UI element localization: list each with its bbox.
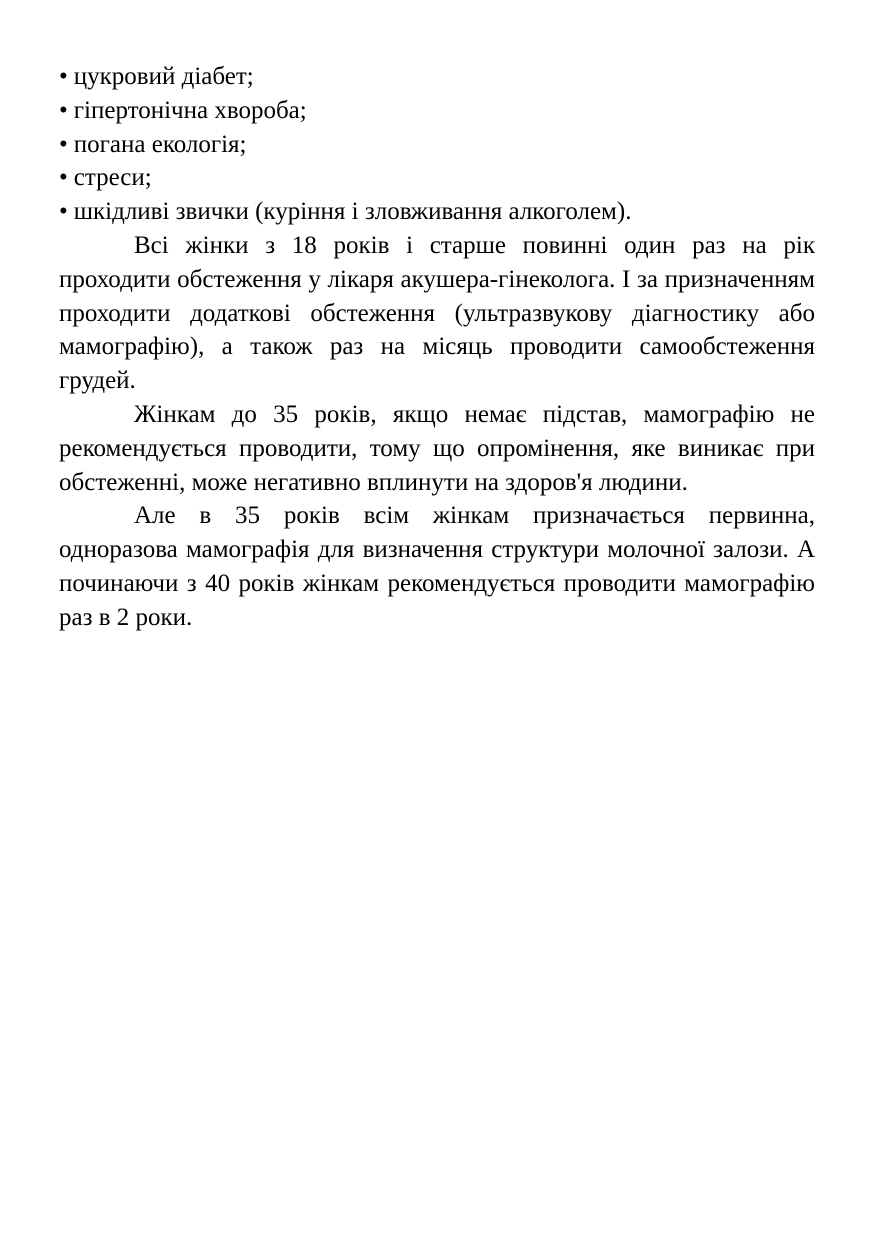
list-item [59, 161, 815, 195]
list-item [59, 94, 815, 128]
list-item-text: погана екологія; [73, 130, 247, 158]
risk-factor-list [59, 60, 815, 229]
bullet-icon: • [59, 96, 68, 124]
list-item [59, 60, 815, 94]
document-page [59, 60, 815, 635]
list-item-text: гіпертонічна хвороба; [73, 96, 307, 124]
bullet-icon: • [59, 198, 68, 226]
list-item-text: цукровий діабет; [73, 63, 254, 90]
paragraph-mammography-schedule: Але в 35 років всім жінкам призначається первинна, одноразова мамографія для визначення структури молочної залози. А починаючи з 40 років жінкам рекомендується проводити мамографію раз в 2 роки. [59, 502, 815, 631]
list-item-text: стреси; [73, 164, 152, 192]
list-item [59, 195, 815, 229]
list-item [59, 128, 815, 162]
bullet-icon: • [59, 164, 68, 192]
bullet-icon: • [59, 63, 68, 90]
paragraph-under-35: Жінкам до 35 років, якщо немає підстав, мамографію не рекомендується проводити, тому що опромінення, яке виникає при обстеженні, може негативно вплинути на здоров'я людини. [59, 400, 815, 496]
list-item-text: шкідливі звички (куріння і зловживання алкоголем). [73, 198, 632, 226]
paragraph-annual-exam: Всі жінки з 18 років і старше повинні один раз на рік проходити обстеження у лікаря акушера-гінеколога. І за призначенням проходити додаткові обстеження (ультразвукову діагностику або мамографію), а також раз на місяць проводити самообстеження грудей. [59, 231, 815, 395]
bullet-icon: • [59, 130, 68, 158]
